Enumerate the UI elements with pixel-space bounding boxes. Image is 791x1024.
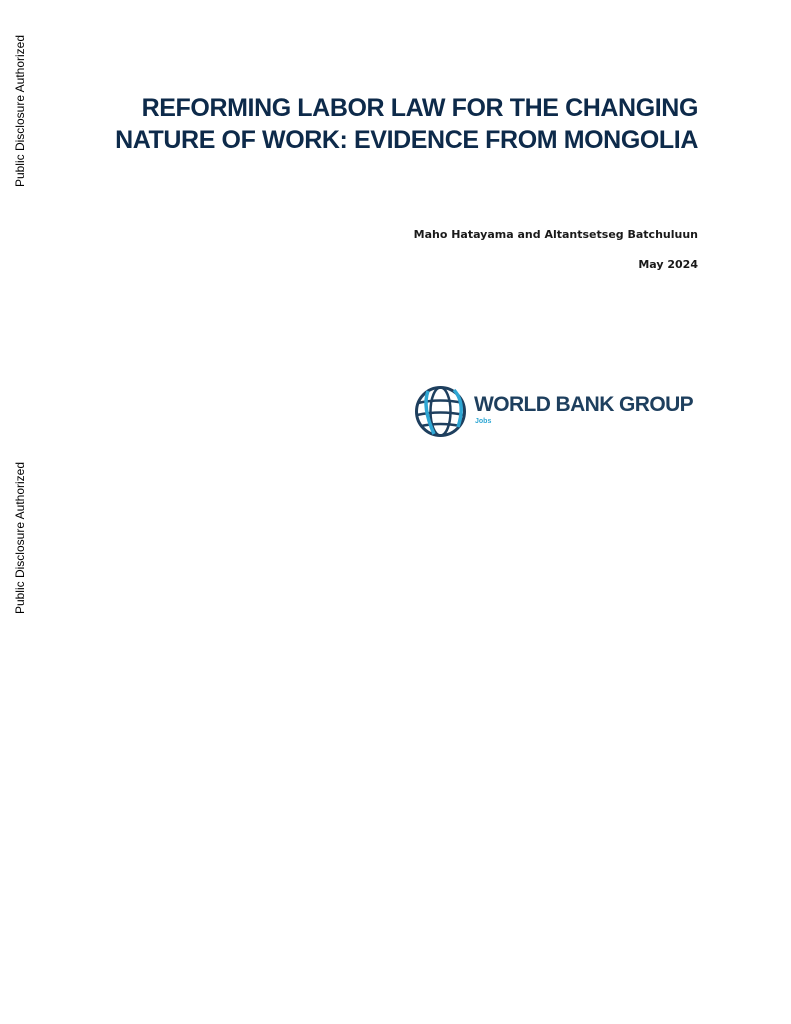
world-bank-group-logo	[414, 385, 694, 439]
logo-subtitle: Jobs	[475, 418, 492, 425]
disclosure-stamp-bottom: Public Disclosure Authorized	[13, 461, 27, 615]
document-date: May 2024	[638, 258, 698, 271]
globe-icon	[414, 385, 467, 438]
disclosure-stamp-top: Public Disclosure Authorized	[13, 34, 27, 188]
document-title	[78, 92, 698, 156]
logo-wordmark: WORLD BANK GROUP	[474, 393, 694, 416]
document-title-line-1: REFORMING LABOR LAW FOR THE CHANGING	[141, 94, 698, 122]
document-title-line-2: NATURE OF WORK: EVIDENCE FROM MONGOLIA	[115, 126, 698, 154]
document-authors: Maho Hatayama and Altantsetseg Batchuluun	[413, 228, 698, 241]
